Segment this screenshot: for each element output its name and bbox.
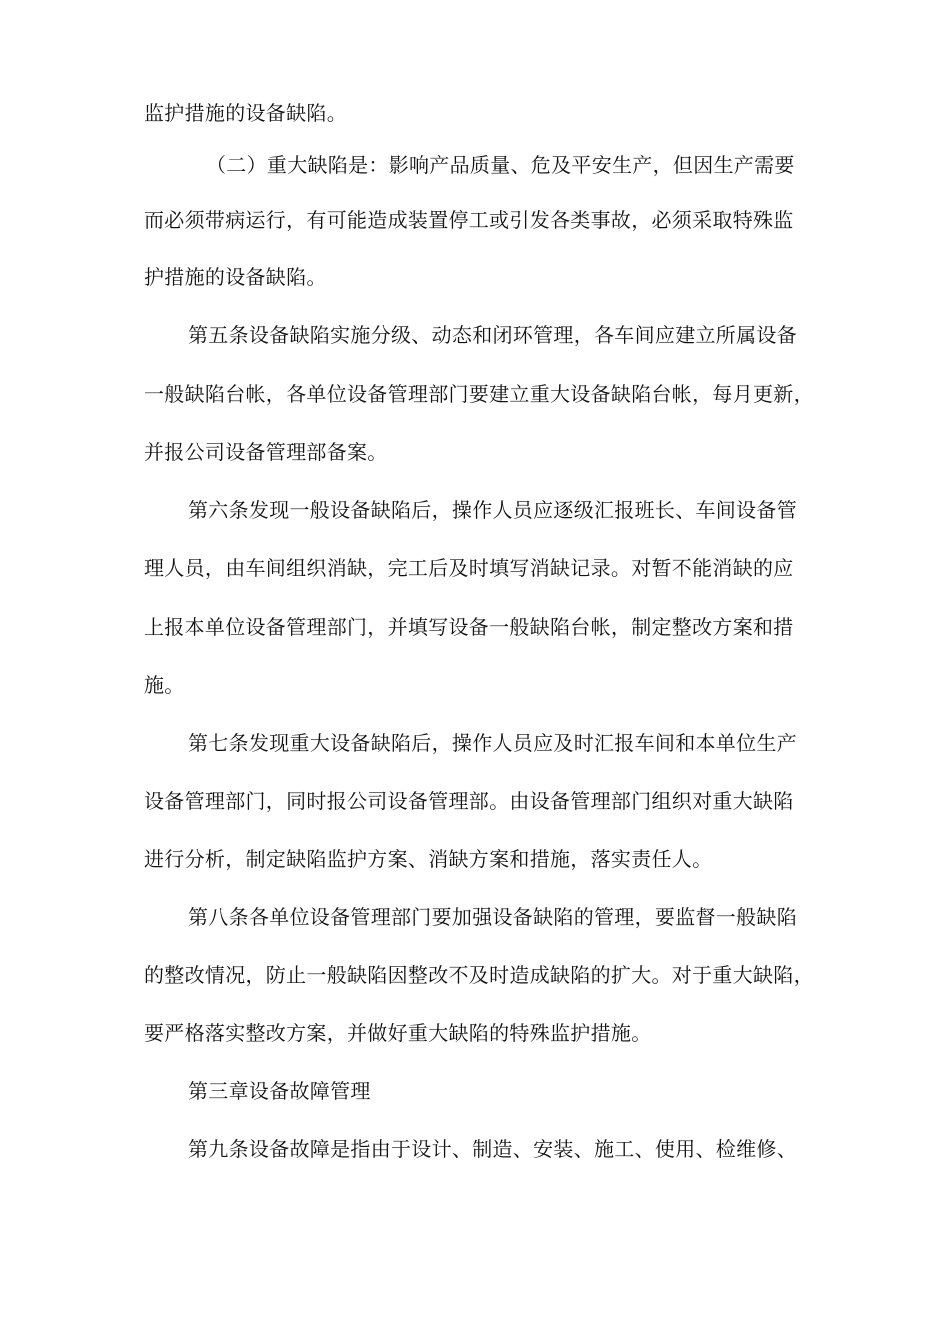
chapter-heading: 第三章设备故障管理 — [188, 1079, 371, 1103]
text-line: 第七条发现重大设备缺陷后，操作人员应及时汇报车间和本单位生产 — [188, 731, 797, 755]
text-line: 监护措施的设备缺陷。 — [144, 101, 347, 125]
text-line: 一般缺陷台帐，各单位设备管理部门要建立重大设备缺陷台帐，每月更新， — [144, 382, 814, 406]
text-line: 而必须带病运行，有可能造成装置停工或引发各类事故，必须采取特殊监 — [144, 208, 794, 232]
text-line: 要严格落实整改方案，并做好重大缺陷的特殊监护措施。 — [144, 1021, 652, 1045]
text-line: 第九条设备故障是指由于设计、制造、安装、施工、使用、检维修、 — [188, 1137, 797, 1161]
text-line: 理人员，由车间组织消缺，完工后及时填写消缺记录。对暂不能消缺的应 — [144, 556, 794, 580]
text-line: 第六条发现一般设备缺陷后，操作人员应逐级汇报班长、车间设备管 — [188, 498, 797, 522]
text-line: 第八条各单位设备管理部门要加强设备缺陷的管理，要监督一般缺陷 — [188, 905, 797, 929]
text-line: （二）重大缺陷是：影响产品质量、危及平安生产，但因生产需要 — [206, 153, 795, 177]
text-line: 并报公司设备管理部备案。 — [144, 440, 388, 464]
text-line: 设备管理部门，同时报公司设备管理部。由设备管理部门组织对重大缺陷 — [144, 789, 794, 813]
text-line: 的整改情况，防止一般缺陷因整改不及时造成缺陷的扩大。对于重大缺陷， — [144, 963, 814, 987]
text-line: 进行分析，制定缺陷监护方案、消缺方案和措施，落实责任人。 — [144, 847, 713, 871]
text-line: 护措施的设备缺陷。 — [144, 265, 327, 289]
text-line: 上报本单位设备管理部门，并填写设备一般缺陷台帐，制定整改方案和措 — [144, 615, 794, 639]
text-line: 施。 — [144, 673, 185, 697]
text-line: 第五条设备缺陷实施分级、动态和闭环管理，各车间应建立所属设备 — [188, 323, 797, 347]
